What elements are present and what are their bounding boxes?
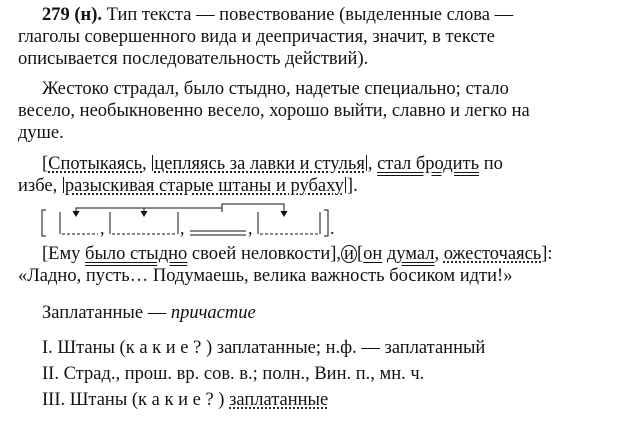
scheme-period: . bbox=[330, 218, 335, 238]
scheme-arrowhead bbox=[281, 211, 287, 216]
part-of-speech: причастие bbox=[170, 303, 256, 323]
scheme-arrow-path bbox=[222, 204, 284, 212]
scheme-bracket-open bbox=[42, 210, 46, 236]
participle: заплатанные bbox=[229, 390, 329, 410]
comma: , bbox=[142, 154, 152, 174]
scheme-arrowhead bbox=[73, 211, 79, 216]
parse-item-1: I. Штаны (к а к и е ? ) заплатанные; н.ф. — заплатанный bbox=[42, 338, 486, 358]
gerund-phrase-3: разыскивая старые штаны и рубаху bbox=[64, 176, 344, 196]
comma: , bbox=[367, 154, 378, 174]
scheme-bracket-close bbox=[324, 210, 328, 236]
text: избе, bbox=[18, 176, 62, 196]
exercise-number: 279 (н). bbox=[42, 5, 102, 25]
subject: он bbox=[363, 244, 383, 264]
scheme-comma: , bbox=[100, 218, 105, 238]
bracket-close: ]: bbox=[541, 244, 553, 264]
text: [Ему bbox=[42, 244, 86, 264]
bracket-close: ]. bbox=[346, 176, 358, 196]
intro-line-3: описывается последовательность действий). bbox=[18, 49, 369, 69]
gerund-1: Спотыкаясь bbox=[48, 154, 143, 174]
text: III. Штаны (к а к и е ? ) bbox=[42, 390, 230, 410]
predicate: стал бродить bbox=[377, 154, 480, 174]
parse-heading bbox=[42, 302, 256, 324]
scheme-comma: , bbox=[180, 218, 185, 238]
conjunction-circled: и bbox=[341, 245, 357, 263]
tail-text: по bbox=[479, 154, 503, 174]
words-line-3: душе. bbox=[18, 123, 64, 143]
comma: , bbox=[434, 244, 444, 264]
bracket-open: [ bbox=[356, 244, 364, 264]
text: своей неловкости], bbox=[187, 244, 342, 264]
intro-line-2: глаголы совершенного вида и деепричастия, значит, в тексте bbox=[18, 27, 495, 47]
parsed-word: Заплатанные — bbox=[42, 303, 171, 323]
predicate: было стыдно bbox=[85, 244, 188, 264]
scheme-comma: , bbox=[248, 218, 253, 238]
intro-text: Тип текста — повествование (выделенные слова — bbox=[101, 5, 514, 25]
words-line-2: весело, необыкновенно весело, хорошо выйти, славно и легко на bbox=[18, 101, 530, 121]
scheme-arrowhead bbox=[141, 211, 147, 216]
words-line-1: Жестоко страдал, было стыдно, надетые специально; стало bbox=[42, 79, 509, 99]
gerund-phrase-2: цепляясь за лавки и стулья bbox=[154, 154, 365, 174]
sentence2-line-1 bbox=[42, 243, 553, 265]
parse-item-3 bbox=[42, 389, 328, 411]
predicate: думал bbox=[386, 244, 435, 264]
bracket-open: [ bbox=[42, 154, 49, 174]
parse-item-2: II. Страд., прош. вр. сов. в.; полн., Вин. п., мн. ч. bbox=[42, 364, 425, 384]
sentence2-line-2: «Ладно, пусть… Подумаешь, велика важность босиком идти!» bbox=[18, 266, 513, 286]
gerund: ожесточаясь bbox=[443, 244, 542, 264]
scheme-arrow-path bbox=[76, 208, 222, 214]
